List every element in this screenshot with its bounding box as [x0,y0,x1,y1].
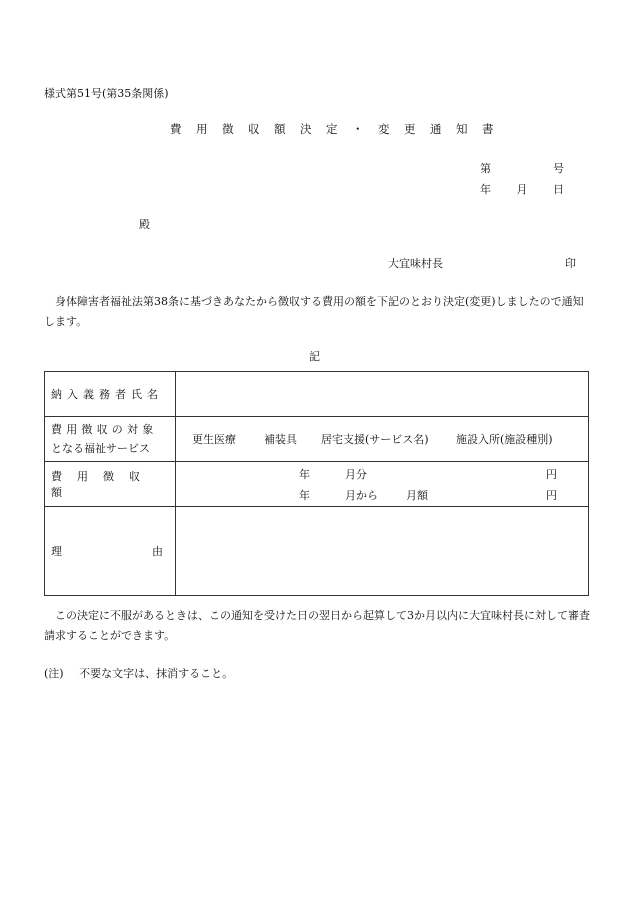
title-char: 用 [196,122,208,136]
payer-name-field[interactable] [176,372,589,417]
doc-number-go: 号 [553,162,564,175]
ki-heading: 記 [309,350,320,363]
payer-row [45,372,589,417]
title-char: 決 [300,122,312,136]
fee2-monthly: 月額 [406,489,428,502]
title-char: ・ [352,122,364,136]
fee-line-2 [176,484,588,505]
fee-row [45,462,589,507]
date-year: 年 [480,183,491,196]
fee1-month: 月分 [345,468,367,481]
title-char: 知 [456,122,468,136]
reason-row [45,507,589,596]
service-label-line2: となる福祉サービス [51,442,150,455]
notice-body-text: 身体障害者福祉法第38条に基づきあなたから徴収する費用の額を下記のとおり決定(変更)しましたので通知します。 [44,295,584,328]
title-char: 収 [248,122,260,136]
document-number [480,160,564,176]
title-char: 徴 [222,122,234,136]
issuer-name: 大宜味村長 [388,257,443,270]
fee1-year: 年 [299,468,310,481]
seal-mark: 印 [565,257,576,270]
payer-label-cell [45,372,176,417]
date-month: 月 [516,183,528,196]
fee2-year: 年 [299,489,310,502]
fee-line-1 [176,463,588,484]
footnote [44,665,233,681]
title-char: 費 [170,122,182,136]
fee1-yen: 円 [546,468,557,481]
fee2-yen: 円 [546,489,557,502]
doc-number-dai: 第 [480,162,491,175]
fee-label-cell [45,462,176,507]
reason-label-char-1: 理 [51,545,62,558]
title-char: 変 [378,122,390,136]
payer-label-text: 納入義務者氏名 [51,388,163,401]
addressee-honorific: 殿 [139,218,150,231]
reason-label-cell [45,507,176,596]
title-char: 額 [274,122,286,136]
fee-values-cell [176,462,589,507]
reason-label-char-2: 由 [152,545,163,558]
service-label-cell [45,417,176,462]
service-options-cell [176,417,589,462]
service-option-prosthesis[interactable]: 補装具 [264,433,297,446]
payer-label [51,386,163,402]
service-option-facility[interactable]: 施設入所(施設種別) [456,433,553,446]
service-row [45,417,589,462]
title-char: 定 [326,122,338,136]
service-option-medical[interactable]: 更生医療 [192,433,236,446]
service-options [176,431,588,447]
title-char: 通 [430,122,442,136]
document-date [480,181,564,197]
fee2-month: 月から [345,489,378,502]
date-day: 日 [553,183,564,196]
reason-field[interactable] [176,507,589,596]
document-title [170,121,508,137]
footnote-mark: (注) [44,667,64,680]
fee-label: 費用徴収額 [51,470,155,499]
title-char: 書 [482,122,494,136]
service-label-line1: 費用徴収の対象 [51,423,158,436]
appeal-notice-text: この決定に不服があるときは、この通知を受けた日の翌日から起算して3か月以内に大宜味村長に対して審査請求することができます。 [44,609,590,642]
reason-label [51,543,163,559]
title-char: 更 [404,122,416,136]
form-number: 様式第51号(第35条関係) [44,87,169,100]
notice-table [44,371,589,596]
footnote-text: 不要な文字は、抹消すること。 [79,667,234,680]
service-option-home-support[interactable]: 居宅支援(サービス名) [321,433,429,446]
